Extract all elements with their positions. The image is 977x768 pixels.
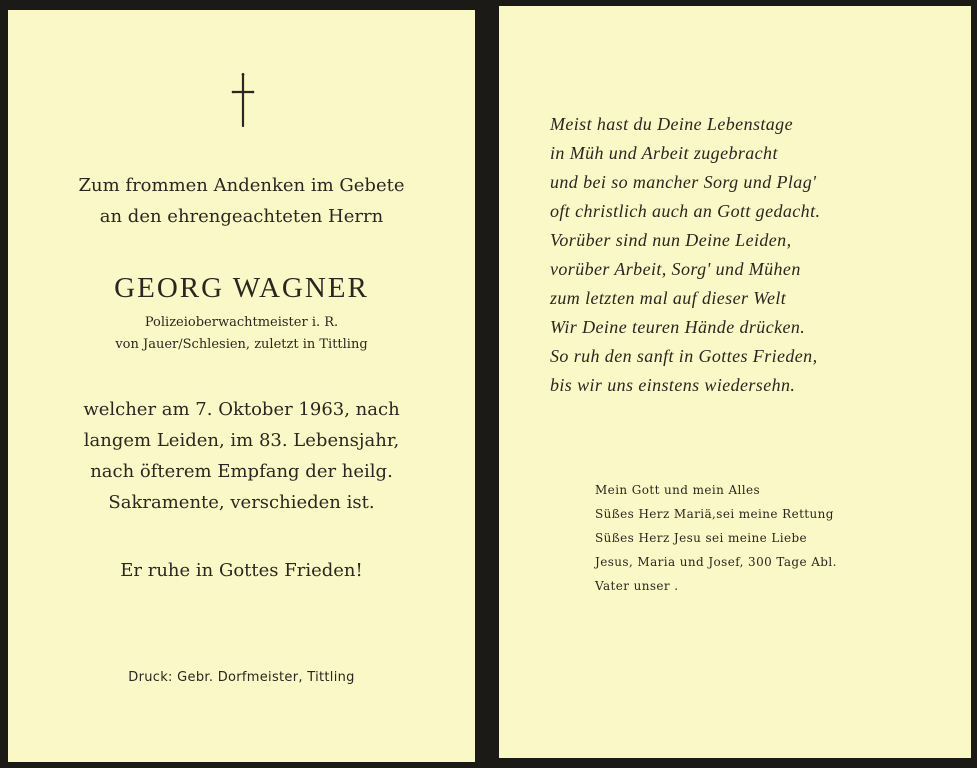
intro-text — [8, 170, 475, 232]
details-line: Polizeioberwachtmeister i. R. — [144, 315, 339, 330]
poem-line: bis wir uns einstens wiedersehn. — [550, 375, 796, 395]
poem-line: Wir Deine teuren Hände drücken. — [550, 317, 806, 337]
poem-line: So ruh den sanft in Gottes Frieden, — [550, 346, 818, 366]
cross-icon — [230, 72, 256, 128]
left-card — [8, 10, 475, 762]
death-line: langem Leiden, im 83. Lebensjahr, — [83, 430, 400, 451]
details-line: von Jauer/Schlesien, zuletzt in Tittling — [115, 337, 368, 352]
death-line: nach öfterem Empfang der heilg. — [90, 461, 393, 482]
poem — [550, 110, 820, 400]
prayer-line: Jesus, Maria und Josef, 300 Tage Abl. — [595, 555, 837, 569]
printer-credit: Druck: Gebr. Dorfmeister, Tittling — [128, 670, 355, 685]
right-card — [499, 6, 971, 758]
prayer-line: Vater unser . — [595, 579, 679, 593]
poem-line: Meist hast du Deine Lebenstage — [550, 114, 793, 134]
death-line: welcher am 7. Oktober 1963, nach — [83, 399, 400, 420]
poem-line: vorüber Arbeit, Sorg' und Mühen — [550, 259, 801, 279]
death-line: Sakramente, verschieden ist. — [108, 492, 375, 513]
poem-line: Vorüber sind nun Deine Leiden, — [550, 230, 792, 250]
poem-line: und bei so mancher Sorg und Plag' — [550, 172, 817, 192]
poem-line: oft christlich auch an Gott gedacht. — [550, 201, 821, 221]
deceased-details — [8, 312, 475, 356]
poem-line: in Müh und Arbeit zugebracht — [550, 143, 778, 163]
poem-line: zum letzten mal auf dieser Welt — [550, 288, 787, 308]
rest-in-peace: Er ruhe in Gottes Frieden! — [120, 560, 363, 581]
prayer-line: Mein Gott und mein Alles — [595, 483, 761, 497]
death-notice — [8, 394, 475, 518]
prayer-block — [595, 478, 837, 598]
deceased-name: GEORG WAGNER — [114, 272, 369, 304]
prayer-line: Süßes Herz Mariä,sei meine Rettung — [595, 507, 834, 521]
intro-line: an den ehrengeachteten Herrn — [99, 206, 384, 227]
intro-line: Zum frommen Andenken im Gebete — [78, 175, 405, 196]
prayer-line: Süßes Herz Jesu sei meine Liebe — [595, 531, 808, 545]
